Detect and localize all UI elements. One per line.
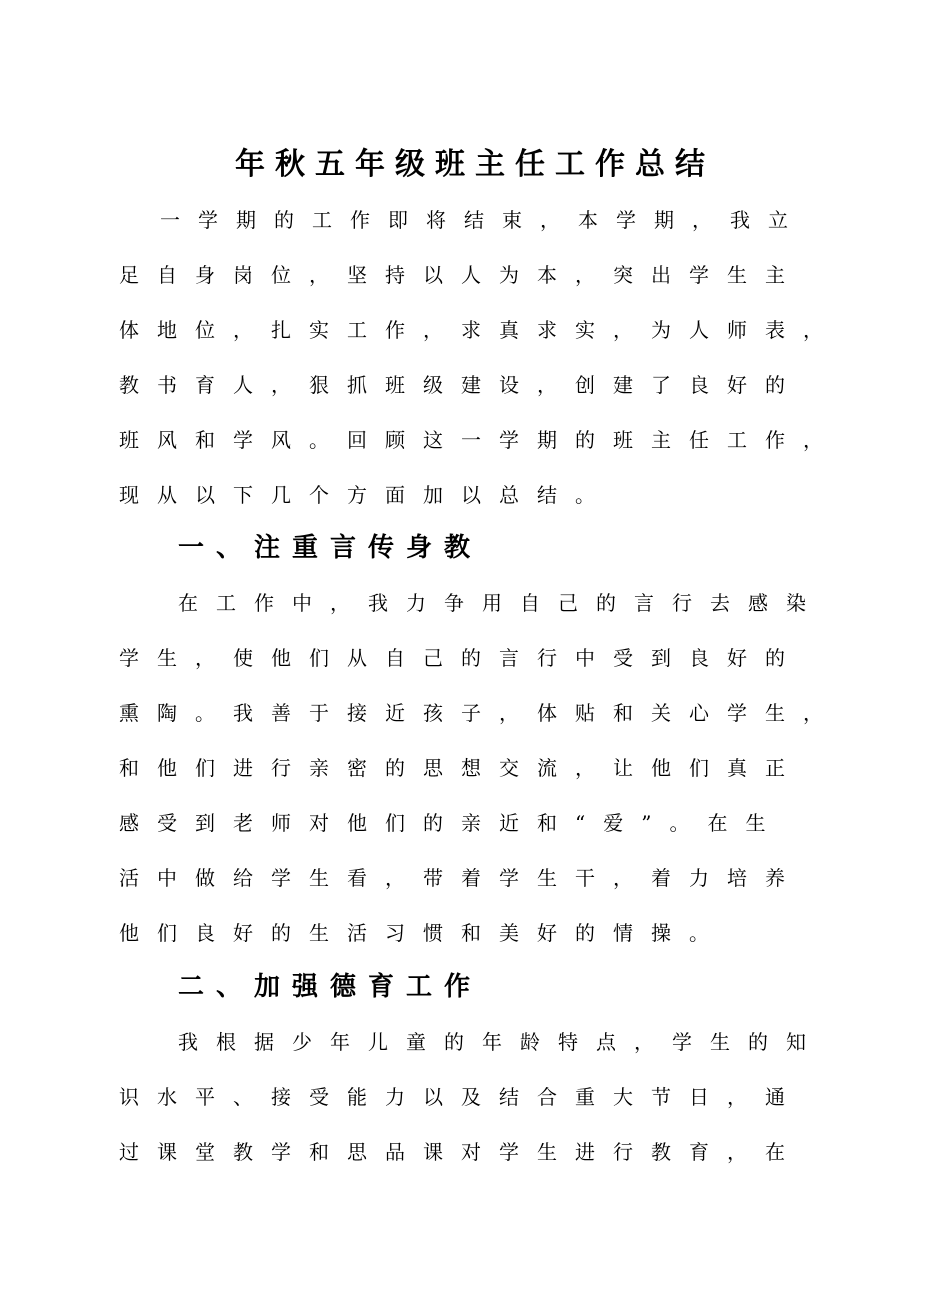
paragraph-line: 一学期的工作即将结束，本学期，我立: [160, 208, 806, 232]
section-heading: 二、加强德育工作: [178, 972, 483, 1002]
paragraph-line: 识水平、接受能力以及结合重大节日，通: [119, 1085, 803, 1109]
paragraph-line: 体地位，扎实工作，求真求实，为人师表，: [119, 318, 841, 342]
paragraph-line: 感受到老师对他们的亲近和“爱”。在生: [119, 811, 784, 835]
paragraph-line: 班风和学风。回顾这一学期的班主任工作，: [119, 428, 841, 452]
paragraph-line: 他们良好的生活习惯和美好的情操。: [119, 921, 727, 945]
paragraph-line: 在工作中，我力争用自己的言行去感染: [178, 591, 824, 615]
paragraph-line: 我根据少年儿童的年龄特点，学生的知: [178, 1030, 824, 1054]
paragraph-line: 熏陶。我善于接近孩子，体贴和关心学生，: [119, 701, 841, 725]
section-heading: 一、注重言传身教: [178, 533, 483, 563]
paragraph-line: 足自身岗位，坚持以人为本，突出学生主: [119, 263, 803, 287]
paragraph-line: 现从以下几个方面加以总结。: [119, 483, 613, 507]
paragraph-line: 学生，使他们从自己的言行中受到良好的: [119, 646, 803, 670]
paragraph-line: 教书育人，狠抓班级建设，创建了良好的: [119, 373, 803, 397]
paragraph-line: 活中做给学生看，带着学生干，着力培养: [119, 866, 803, 890]
paragraph-line: 过课堂教学和思品课对学生进行教育，在: [119, 1140, 803, 1164]
paragraph-line: 和他们进行亲密的思想交流，让他们真正: [119, 756, 803, 780]
document-title: 年秋五年级班主任工作总结: [235, 147, 715, 182]
